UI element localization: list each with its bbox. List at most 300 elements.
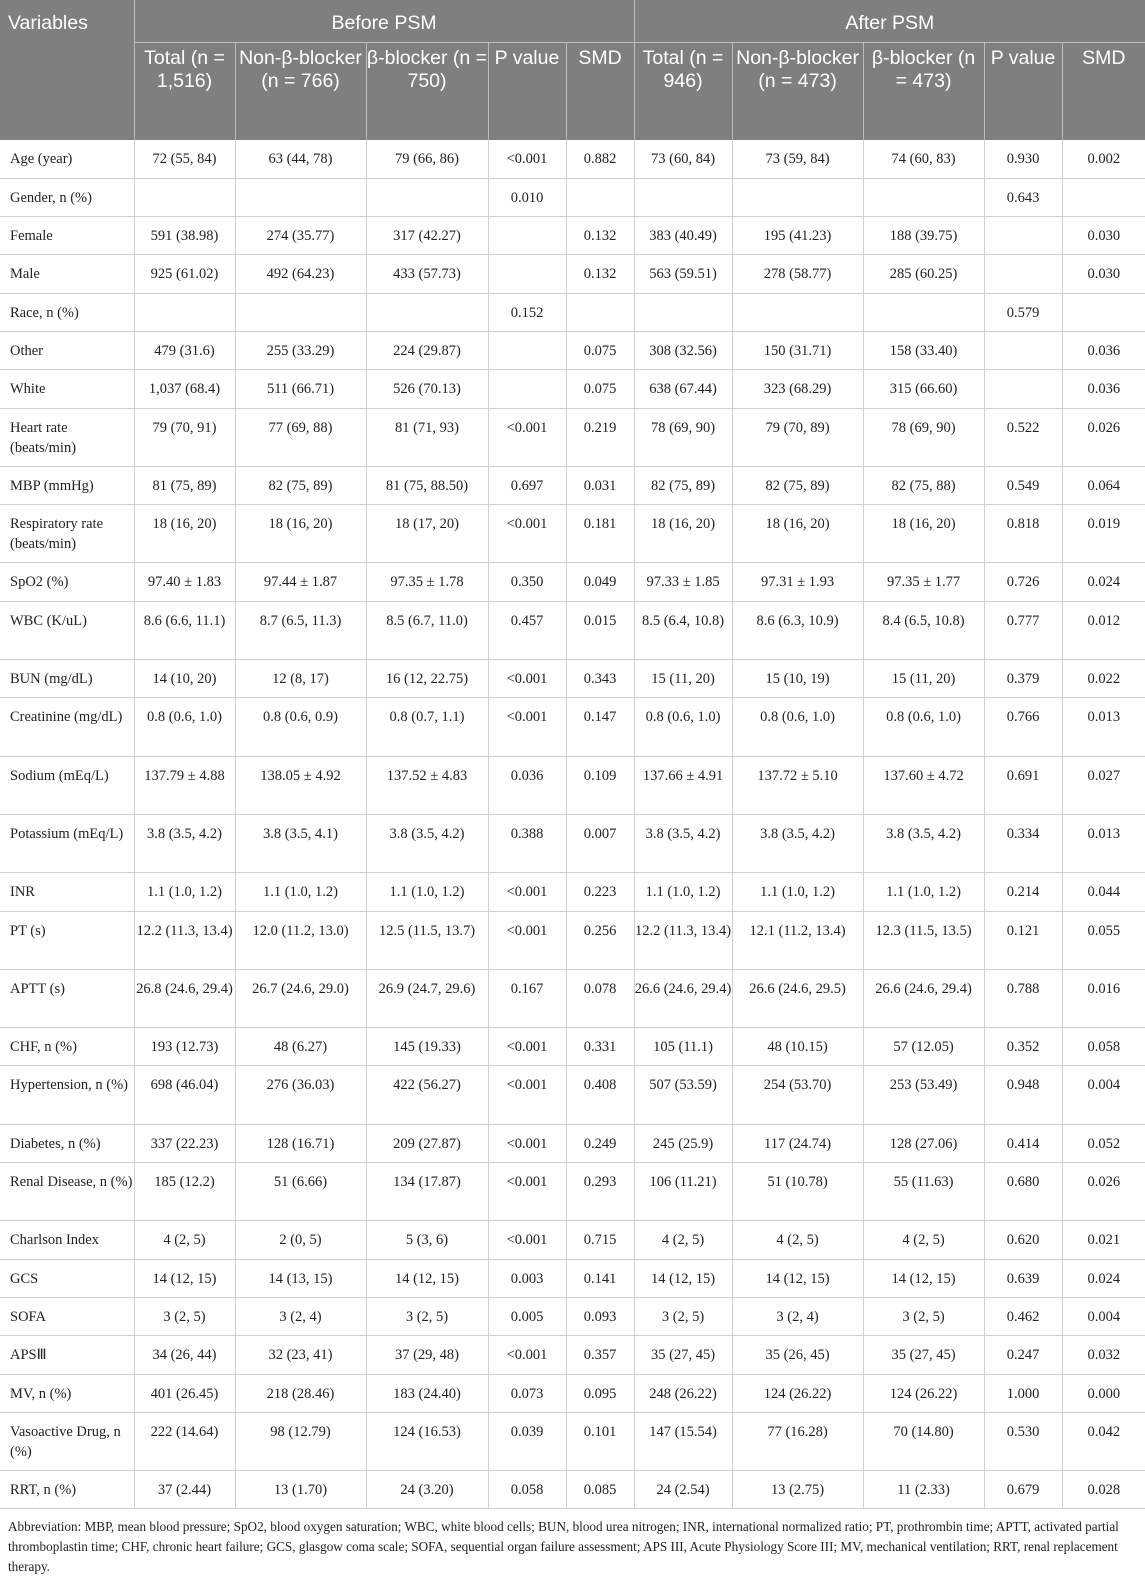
- table-cell: 0.109: [566, 756, 634, 814]
- table-cell: 422 (56.27): [366, 1066, 488, 1124]
- table-cell: 14 (13, 15): [235, 1259, 366, 1297]
- table-cell: 0.024: [1062, 1259, 1145, 1297]
- table-cell: 0.005: [488, 1297, 566, 1335]
- table-cell: <0.001: [488, 1124, 566, 1162]
- table-cell: 0.031: [566, 466, 634, 504]
- header-after-non-beta-blocker: Non-β-blocker (n = 473): [732, 42, 863, 140]
- table-cell: 98 (12.79): [235, 1412, 366, 1470]
- table-cell: 18 (16, 20): [732, 505, 863, 563]
- table-cell: 0.643: [984, 178, 1062, 216]
- table-cell: 14 (12, 15): [732, 1259, 863, 1297]
- table-cell: 79 (66, 86): [366, 140, 488, 178]
- table-cell: 254 (53.70): [732, 1066, 863, 1124]
- table-cell: <0.001: [488, 1066, 566, 1124]
- table-cell: 8.7 (6.5, 11.3): [235, 601, 366, 659]
- table-cell: 0.013: [1062, 814, 1145, 872]
- table-cell: 0.030: [1062, 255, 1145, 293]
- table-cell: 82 (75, 89): [732, 466, 863, 504]
- table-cell: 0.680: [984, 1163, 1062, 1221]
- table-cell: 97.35 ± 1.77: [863, 563, 984, 601]
- table-row: [0, 601, 1145, 659]
- row-variable-label: Diabetes, n (%): [0, 1124, 134, 1162]
- table-cell: 137.79 ± 4.88: [134, 756, 235, 814]
- row-variable-label: Female: [0, 217, 134, 255]
- table-row: [0, 331, 1145, 369]
- table-cell: 8.5 (6.7, 11.0): [366, 601, 488, 659]
- table-cell: 0.457: [488, 601, 566, 659]
- table-cell: 24 (3.20): [366, 1471, 488, 1509]
- table-cell: 3 (2, 5): [366, 1297, 488, 1335]
- table-cell: [488, 255, 566, 293]
- table-cell: 12.3 (11.5, 13.5): [863, 911, 984, 969]
- table-cell: 137.52 ± 4.83: [366, 756, 488, 814]
- row-variable-label: Potassium (mEq/L): [0, 814, 134, 872]
- table-cell: 0.247: [984, 1336, 1062, 1374]
- table-cell: 0.8 (0.6, 1.0): [634, 698, 732, 756]
- table-cell: 0.028: [1062, 1471, 1145, 1509]
- table-cell: 79 (70, 89): [732, 408, 863, 466]
- table-cell: 479 (31.6): [134, 331, 235, 369]
- table-cell: 16 (12, 22.75): [366, 660, 488, 698]
- table-cell: 0.350: [488, 563, 566, 601]
- table-cell: 0.052: [1062, 1124, 1145, 1162]
- table-cell: 0.579: [984, 293, 1062, 331]
- table-cell: 8.4 (6.5, 10.8): [863, 601, 984, 659]
- table-cell: 8.6 (6.3, 10.9): [732, 601, 863, 659]
- table-cell: 3.8 (3.5, 4.2): [863, 814, 984, 872]
- table-cell: 0.249: [566, 1124, 634, 1162]
- table-cell: 0.343: [566, 660, 634, 698]
- table-cell: 81 (75, 88.50): [366, 466, 488, 504]
- table-cell: 78 (69, 90): [634, 408, 732, 466]
- row-variable-label: RRT, n (%): [0, 1471, 134, 1509]
- header-before-p-value: P value: [488, 42, 566, 140]
- table-cell: 323 (68.29): [732, 370, 863, 408]
- table-cell: 0.132: [566, 217, 634, 255]
- table-cell: 26.7 (24.6, 29.0): [235, 969, 366, 1027]
- table-cell: 0.930: [984, 140, 1062, 178]
- table-cell: 4 (2, 5): [732, 1221, 863, 1259]
- table-cell: 8.6 (6.6, 11.1): [134, 601, 235, 659]
- table-cell: 0.030: [1062, 217, 1145, 255]
- table-cell: 3.8 (3.5, 4.1): [235, 814, 366, 872]
- table-cell: 274 (35.77): [235, 217, 366, 255]
- table-cell: 14 (12, 15): [634, 1259, 732, 1297]
- table-cell: 18 (16, 20): [235, 505, 366, 563]
- table-cell: 57 (12.05): [863, 1028, 984, 1066]
- row-variable-label: APTT (s): [0, 969, 134, 1027]
- table-cell: 285 (60.25): [863, 255, 984, 293]
- row-variable-label: SOFA: [0, 1297, 134, 1335]
- table-cell: 195 (41.23): [732, 217, 863, 255]
- table-cell: 18 (16, 20): [634, 505, 732, 563]
- table-cell: 511 (66.71): [235, 370, 366, 408]
- table-cell: <0.001: [488, 505, 566, 563]
- table-cell: 0.007: [566, 814, 634, 872]
- table-cell: 0.036: [488, 756, 566, 814]
- table-cell: 26.6 (24.6, 29.4): [863, 969, 984, 1027]
- table-cell: 0.064: [1062, 466, 1145, 504]
- table-cell: [235, 293, 366, 331]
- table-cell: 0.777: [984, 601, 1062, 659]
- table-cell: 526 (70.13): [366, 370, 488, 408]
- table-cell: 26.8 (24.6, 29.4): [134, 969, 235, 1027]
- table-cell: 0.408: [566, 1066, 634, 1124]
- row-variable-label: Renal Disease, n (%): [0, 1163, 134, 1221]
- table-cell: 0.058: [488, 1471, 566, 1509]
- table-footnote: Abbreviation: MBP, mean blood pressure; SpO2, blood oxygen saturation; WBC, white blood cells; BUN, blood urea nitrogen; INR, international normalized ratio; PT, prothrombin time; APTT, activated partial thromboplastin time; CHF, chronic heart failure; GCS, glasgow coma scale; SOFA, sequential organ failure assessment; APS III, Acute Physiology Score III; MV, mechanical ventilation; RRT, renal replacement therapy.: [8, 1519, 1119, 1575]
- table-row: [0, 408, 1145, 466]
- row-variable-label: Male: [0, 255, 134, 293]
- table-cell: 78 (69, 90): [863, 408, 984, 466]
- table-cell: 222 (14.64): [134, 1412, 235, 1470]
- table-cell: 383 (40.49): [634, 217, 732, 255]
- header-variables: Variables: [0, 0, 134, 140]
- table-cell: 0.036: [1062, 331, 1145, 369]
- table-cell: 0.8 (0.6, 1.0): [732, 698, 863, 756]
- table-cell: 638 (67.44): [634, 370, 732, 408]
- table-cell: 0.152: [488, 293, 566, 331]
- table-cell: 0.948: [984, 1066, 1062, 1124]
- table-cell: 0.013: [1062, 698, 1145, 756]
- table-cell: 0.075: [566, 331, 634, 369]
- header-before-smd: SMD: [566, 42, 634, 140]
- header-after-smd: SMD: [1062, 42, 1145, 140]
- table-cell: 1,037 (68.4): [134, 370, 235, 408]
- table-cell: 0.697: [488, 466, 566, 504]
- table-cell: 51 (6.66): [235, 1163, 366, 1221]
- table-cell: 14 (10, 20): [134, 660, 235, 698]
- table-cell: 0.462: [984, 1297, 1062, 1335]
- table-cell: [732, 293, 863, 331]
- table-cell: 72 (55, 84): [134, 140, 235, 178]
- table-cell: 26.6 (24.6, 29.4): [634, 969, 732, 1027]
- table-cell: 150 (31.71): [732, 331, 863, 369]
- table-cell: 138.05 ± 4.92: [235, 756, 366, 814]
- table-cell: 79 (70, 91): [134, 408, 235, 466]
- row-variable-label: Race, n (%): [0, 293, 134, 331]
- table-cell: [566, 293, 634, 331]
- table-cell: 698 (46.04): [134, 1066, 235, 1124]
- table-cell: 128 (27.06): [863, 1124, 984, 1162]
- table-cell: 0.8 (0.6, 1.0): [863, 698, 984, 756]
- table-cell: 82 (75, 89): [235, 466, 366, 504]
- table-cell: 48 (10.15): [732, 1028, 863, 1066]
- table-row: [0, 1028, 1145, 1066]
- table-cell: 24 (2.54): [634, 1471, 732, 1509]
- header-after-p-value: P value: [984, 42, 1062, 140]
- table-cell: 0.010: [488, 178, 566, 216]
- table-row: [0, 255, 1145, 293]
- table-row: [0, 505, 1145, 563]
- table-row: [0, 1163, 1145, 1221]
- table-cell: 15 (10, 19): [732, 660, 863, 698]
- table-cell: 3 (2, 4): [732, 1297, 863, 1335]
- table-cell: 0.075: [566, 370, 634, 408]
- table-cell: 15 (11, 20): [634, 660, 732, 698]
- table-cell: 1.1 (1.0, 1.2): [863, 873, 984, 911]
- table-cell: 276 (36.03): [235, 1066, 366, 1124]
- table-cell: 0.726: [984, 563, 1062, 601]
- table-cell: 0.021: [1062, 1221, 1145, 1259]
- table-row: [0, 1374, 1145, 1412]
- table-cell: 97.33 ± 1.85: [634, 563, 732, 601]
- table-cell: 317 (42.27): [366, 217, 488, 255]
- row-variable-label: INR: [0, 873, 134, 911]
- table-cell: 308 (32.56): [634, 331, 732, 369]
- table-cell: 209 (27.87): [366, 1124, 488, 1162]
- table-cell: <0.001: [488, 660, 566, 698]
- table-cell: 97.35 ± 1.78: [366, 563, 488, 601]
- table-cell: 337 (22.23): [134, 1124, 235, 1162]
- table-cell: 278 (58.77): [732, 255, 863, 293]
- table-cell: [732, 178, 863, 216]
- row-variable-label: Creatinine (mg/dL): [0, 698, 134, 756]
- table-cell: <0.001: [488, 140, 566, 178]
- table-row: [0, 178, 1145, 216]
- table-cell: 3.8 (3.5, 4.2): [134, 814, 235, 872]
- table-cell: 18 (16, 20): [134, 505, 235, 563]
- table-cell: 1.1 (1.0, 1.2): [732, 873, 863, 911]
- table-cell: 81 (71, 93): [366, 408, 488, 466]
- table-cell: 0.044: [1062, 873, 1145, 911]
- table-cell: 0.639: [984, 1259, 1062, 1297]
- table-cell: 0.530: [984, 1412, 1062, 1470]
- table-cell: 73 (59, 84): [732, 140, 863, 178]
- table-row: [0, 660, 1145, 698]
- table-cell: <0.001: [488, 698, 566, 756]
- table-cell: 0.121: [984, 911, 1062, 969]
- table-cell: 97.40 ± 1.83: [134, 563, 235, 601]
- table-cell: 248 (26.22): [634, 1374, 732, 1412]
- table-cell: 0.522: [984, 408, 1062, 466]
- table-cell: 26.6 (24.6, 29.5): [732, 969, 863, 1027]
- table-cell: 218 (28.46): [235, 1374, 366, 1412]
- table-cell: 18 (17, 20): [366, 505, 488, 563]
- header-before-total: Total (n = 1,516): [134, 42, 235, 140]
- table-cell: 0.024: [1062, 563, 1145, 601]
- table-cell: 0.715: [566, 1221, 634, 1259]
- table-cell: 0.015: [566, 601, 634, 659]
- table-cell: [984, 255, 1062, 293]
- table-row: [0, 1221, 1145, 1259]
- table-cell: 0.181: [566, 505, 634, 563]
- table-cell: [366, 178, 488, 216]
- table-cell: 37 (29, 48): [366, 1336, 488, 1374]
- table-cell: 0.8 (0.7, 1.1): [366, 698, 488, 756]
- table-cell: 253 (53.49): [863, 1066, 984, 1124]
- table-cell: 0.101: [566, 1412, 634, 1470]
- table-cell: 0.214: [984, 873, 1062, 911]
- table-cell: 147 (15.54): [634, 1412, 732, 1470]
- table-cell: 48 (6.27): [235, 1028, 366, 1066]
- table-row: [0, 293, 1145, 331]
- row-variable-label: SpO2 (%): [0, 563, 134, 601]
- header-after-total: Total (n = 946): [634, 42, 732, 140]
- row-variable-label: CHF, n (%): [0, 1028, 134, 1066]
- table-cell: 183 (24.40): [366, 1374, 488, 1412]
- table-row: [0, 370, 1145, 408]
- table-cell: [366, 293, 488, 331]
- table-cell: 0.000: [1062, 1374, 1145, 1412]
- table-cell: 137.60 ± 4.72: [863, 756, 984, 814]
- table-cell: 35 (27, 45): [863, 1336, 984, 1374]
- table-cell: 51 (10.78): [732, 1163, 863, 1221]
- table-cell: 73 (60, 84): [634, 140, 732, 178]
- row-variable-label: Vasoactive Drug, n (%): [0, 1412, 134, 1470]
- table-cell: 5 (3, 6): [366, 1221, 488, 1259]
- table-cell: 0.679: [984, 1471, 1062, 1509]
- table-cell: 0.818: [984, 505, 1062, 563]
- row-variable-label: GCS: [0, 1259, 134, 1297]
- table-cell: 124 (26.22): [732, 1374, 863, 1412]
- row-variable-label: Hypertension, n (%): [0, 1066, 134, 1124]
- table-cell: [634, 293, 732, 331]
- table-row: [0, 1066, 1145, 1124]
- table-cell: 0.012: [1062, 601, 1145, 659]
- table-cell: 925 (61.02): [134, 255, 235, 293]
- table-cell: 0.256: [566, 911, 634, 969]
- table-cell: 0.095: [566, 1374, 634, 1412]
- table-cell: 77 (69, 88): [235, 408, 366, 466]
- row-variable-label: MV, n (%): [0, 1374, 134, 1412]
- table-cell: [566, 178, 634, 216]
- table-cell: <0.001: [488, 1221, 566, 1259]
- table-cell: 97.31 ± 1.93: [732, 563, 863, 601]
- table-cell: [134, 178, 235, 216]
- table-cell: [634, 178, 732, 216]
- table-cell: 0.8 (0.6, 1.0): [134, 698, 235, 756]
- row-variable-label: Sodium (mEq/L): [0, 756, 134, 814]
- table-row: [0, 911, 1145, 969]
- table-cell: 0.078: [566, 969, 634, 1027]
- table-cell: 82 (75, 89): [634, 466, 732, 504]
- table-cell: 3 (2, 4): [235, 1297, 366, 1335]
- table-cell: 0.002: [1062, 140, 1145, 178]
- table-cell: 0.036: [1062, 370, 1145, 408]
- row-variable-label: WBC (K/uL): [0, 601, 134, 659]
- table-cell: [488, 217, 566, 255]
- table-cell: 35 (26, 45): [732, 1336, 863, 1374]
- table-cell: 1.1 (1.0, 1.2): [134, 873, 235, 911]
- table-cell: <0.001: [488, 408, 566, 466]
- table-cell: <0.001: [488, 1028, 566, 1066]
- table-cell: 0.691: [984, 756, 1062, 814]
- table-cell: [984, 331, 1062, 369]
- table-cell: 0.620: [984, 1221, 1062, 1259]
- table-cell: [984, 217, 1062, 255]
- table-cell: 4 (2, 5): [634, 1221, 732, 1259]
- table-cell: 14 (12, 15): [366, 1259, 488, 1297]
- table-cell: 0.049: [566, 563, 634, 601]
- table-cell: [235, 178, 366, 216]
- table-cell: [1062, 293, 1145, 331]
- table-cell: 74 (60, 83): [863, 140, 984, 178]
- table-cell: 34 (26, 44): [134, 1336, 235, 1374]
- table-cell: 3 (2, 5): [134, 1297, 235, 1335]
- header-before-psm: Before PSM: [134, 0, 634, 42]
- table-cell: 12.0 (11.2, 13.0): [235, 911, 366, 969]
- table-row: [0, 1297, 1145, 1335]
- table-cell: 2 (0, 5): [235, 1221, 366, 1259]
- table-row: [0, 140, 1145, 178]
- row-variable-label: Respiratory rate (beats/min): [0, 505, 134, 563]
- table-cell: 4 (2, 5): [134, 1221, 235, 1259]
- table-cell: 32 (23, 41): [235, 1336, 366, 1374]
- table-cell: 0.019: [1062, 505, 1145, 563]
- table-cell: 0.549: [984, 466, 1062, 504]
- table-row: [0, 466, 1145, 504]
- table-cell: 18 (16, 20): [863, 505, 984, 563]
- row-variable-label: MBP (mmHg): [0, 466, 134, 504]
- table-cell: 0.055: [1062, 911, 1145, 969]
- table-cell: 1.1 (1.0, 1.2): [366, 873, 488, 911]
- table-cell: [488, 370, 566, 408]
- row-variable-label: Other: [0, 331, 134, 369]
- table-cell: 97.44 ± 1.87: [235, 563, 366, 601]
- table-cell: 124 (26.22): [863, 1374, 984, 1412]
- table-cell: 0.093: [566, 1297, 634, 1335]
- table-cell: 0.167: [488, 969, 566, 1027]
- table-cell: 128 (16.71): [235, 1124, 366, 1162]
- table-cell: 0.026: [1062, 1163, 1145, 1221]
- table-row: [0, 1412, 1145, 1470]
- table-cell: 0.882: [566, 140, 634, 178]
- table-cell: 0.352: [984, 1028, 1062, 1066]
- table-cell: 0.223: [566, 873, 634, 911]
- table-cell: 14 (12, 15): [863, 1259, 984, 1297]
- table-cell: 0.004: [1062, 1066, 1145, 1124]
- header-before-non-beta-blocker: Non-β-blocker (n = 766): [235, 42, 366, 140]
- table-cell: 591 (38.98): [134, 217, 235, 255]
- table-cell: 401 (26.45): [134, 1374, 235, 1412]
- table-cell: 0.058: [1062, 1028, 1145, 1066]
- table-cell: 3 (2, 5): [634, 1297, 732, 1335]
- table-cell: 12.2 (11.3, 13.4): [634, 911, 732, 969]
- table-cell: 0.141: [566, 1259, 634, 1297]
- table-row: [0, 1124, 1145, 1162]
- header-after-psm: After PSM: [634, 0, 1145, 42]
- table-cell: [1062, 178, 1145, 216]
- table-row: [0, 1336, 1145, 1374]
- row-variable-label: White: [0, 370, 134, 408]
- table-body: [0, 140, 1145, 1509]
- table-cell: 0.085: [566, 1471, 634, 1509]
- table-row: [0, 814, 1145, 872]
- table-cell: <0.001: [488, 1336, 566, 1374]
- table-cell: 12.2 (11.3, 13.4): [134, 911, 235, 969]
- table-cell: 4 (2, 5): [863, 1221, 984, 1259]
- table-row: [0, 1471, 1145, 1509]
- table-cell: 224 (29.87): [366, 331, 488, 369]
- table-cell: 507 (53.59): [634, 1066, 732, 1124]
- table-cell: 77 (16.28): [732, 1412, 863, 1470]
- table-cell: 0.388: [488, 814, 566, 872]
- table-row: [0, 563, 1145, 601]
- table-cell: [488, 331, 566, 369]
- table-cell: 0.132: [566, 255, 634, 293]
- table-cell: 12.5 (11.5, 13.7): [366, 911, 488, 969]
- header-after-beta-blocker: β-blocker (n = 473): [863, 42, 984, 140]
- table-cell: 0.766: [984, 698, 1062, 756]
- table-cell: 14 (12, 15): [134, 1259, 235, 1297]
- table-cell: 0.016: [1062, 969, 1145, 1027]
- table-cell: 134 (17.87): [366, 1163, 488, 1221]
- table-cell: 255 (33.29): [235, 331, 366, 369]
- table-cell: 0.026: [1062, 408, 1145, 466]
- table-cell: 13 (2.75): [732, 1471, 863, 1509]
- table-cell: 0.022: [1062, 660, 1145, 698]
